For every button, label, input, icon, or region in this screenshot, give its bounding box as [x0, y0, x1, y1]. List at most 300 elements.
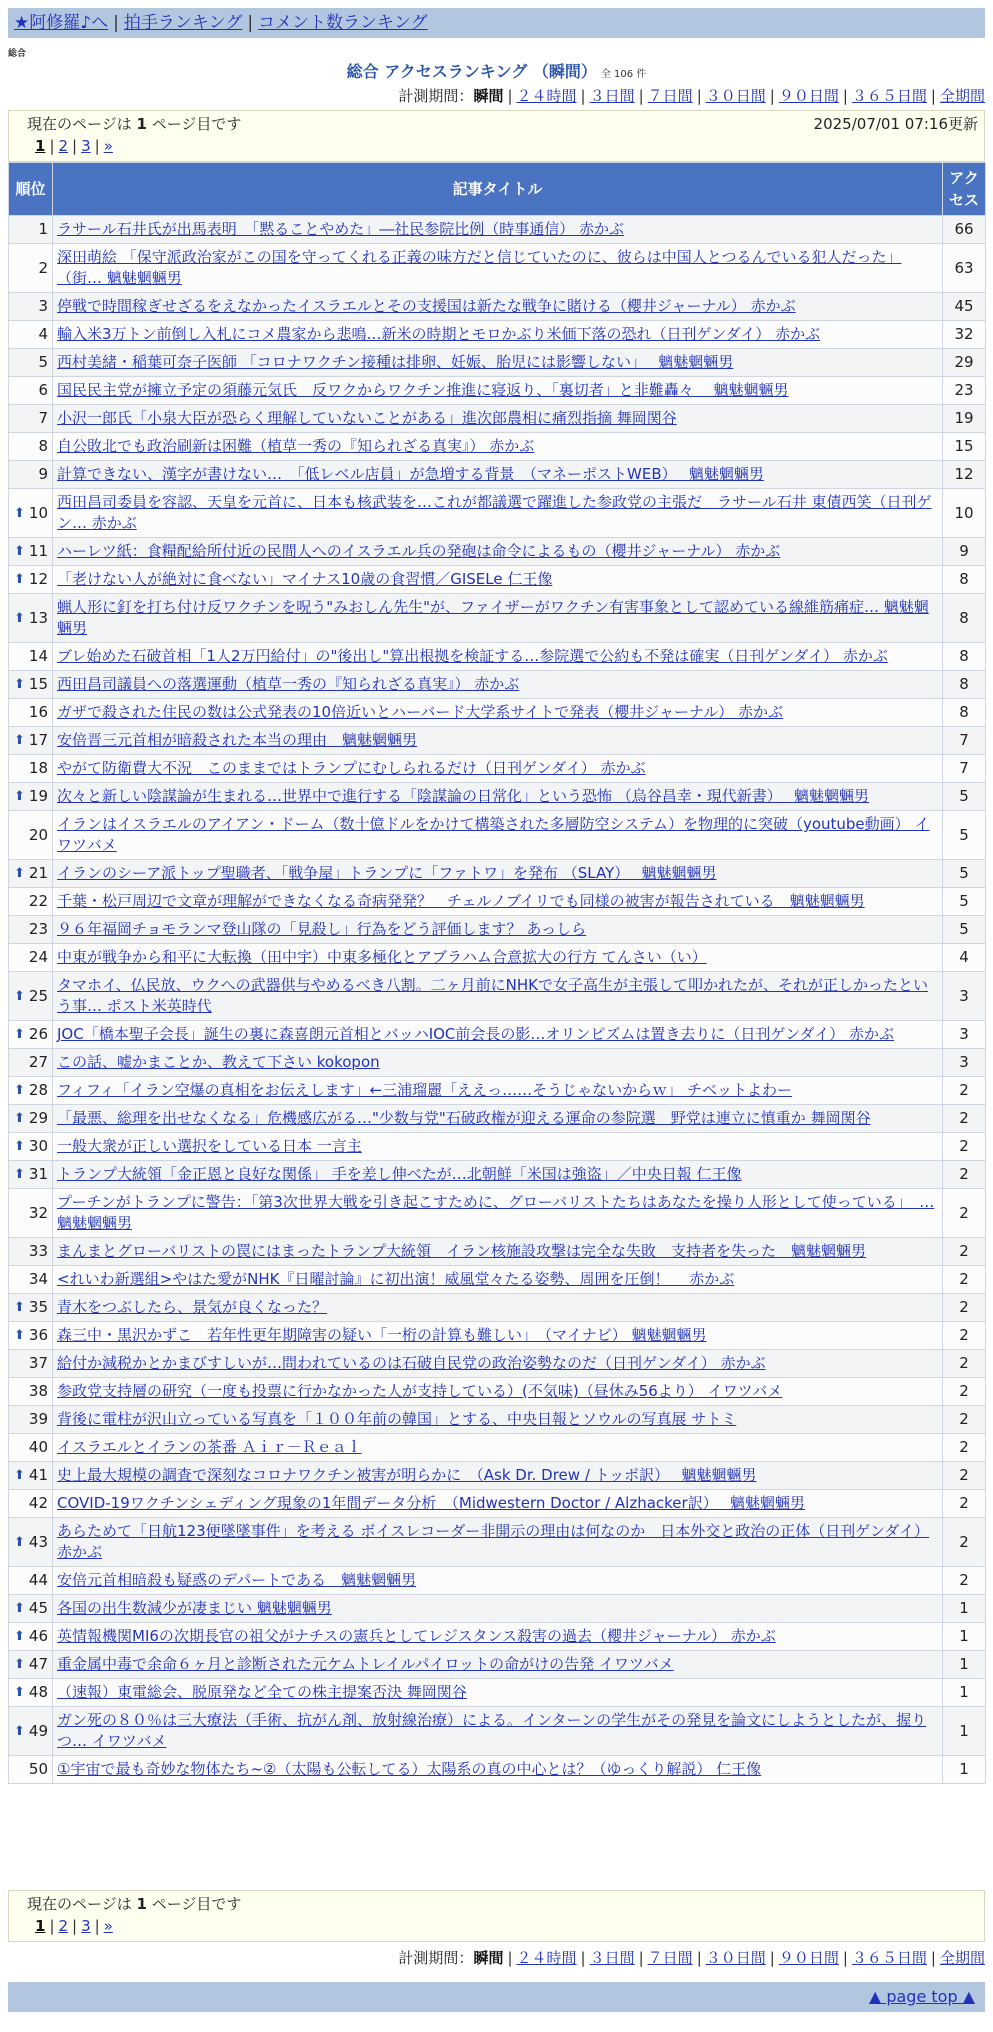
article-link[interactable]: 西田昌司議員への落選運動（植草一秀の『知られざる真実』） 赤かぶ	[57, 675, 520, 693]
rank-cell	[9, 1679, 53, 1707]
rank-number: 5	[38, 353, 48, 371]
page-link[interactable]: 3	[81, 137, 91, 155]
table-row	[9, 671, 986, 699]
current-page-prefix: 現在のページは	[27, 115, 132, 133]
table-row	[9, 1434, 986, 1462]
home-link[interactable]: ★阿修羅♪へ	[14, 13, 109, 33]
rank-number: 8	[38, 437, 48, 455]
rank-cell	[9, 1406, 53, 1434]
access-column-header: アクセス	[943, 163, 986, 216]
category-label: 総合	[8, 49, 27, 59]
access-count: 7	[943, 755, 986, 783]
title-cell	[53, 349, 943, 377]
rank-number: 14	[28, 647, 48, 665]
article-link[interactable]: 深田萌絵 「保守派政治家がこの国を守ってくれる正義の味方だと信じていたのに、彼らは中国人とつるんでいる犯人だった」（街… 魑魅魍魎男	[57, 248, 902, 287]
access-count: 8	[943, 566, 986, 594]
rank-cell	[9, 321, 53, 349]
rank-cell	[9, 293, 53, 321]
title-cell	[53, 783, 943, 811]
title-cell	[53, 1294, 943, 1322]
rank-number: 13	[28, 608, 48, 627]
period-current: 瞬間	[473, 87, 504, 105]
table-row	[9, 1406, 986, 1434]
nav-separator: |	[113, 13, 119, 33]
period-link[interactable]: ３日間	[589, 87, 635, 105]
ranking-title: 総合 アクセスランキング （瞬間）	[346, 62, 597, 81]
rank-number: 41	[28, 1466, 48, 1484]
rank-cell	[9, 972, 53, 1021]
rank-cell	[9, 643, 53, 671]
access-count: 2	[943, 1462, 986, 1490]
period-link[interactable]: ９０日間	[778, 87, 839, 105]
access-count: 5	[943, 783, 986, 811]
access-count: 3	[943, 1049, 986, 1077]
table-row	[9, 244, 986, 293]
access-count: 1	[943, 1707, 986, 1756]
article-link[interactable]: イランのシーア派トップ聖職者、「戦争屋」トランプに「ファトワ」を発布 （SLAY） 魑魅魍魎男	[57, 864, 717, 882]
page-link-current: 1	[35, 1917, 46, 1935]
title-cell	[53, 461, 943, 489]
access-count: 3	[943, 972, 986, 1021]
rank-cell	[9, 461, 53, 489]
rank-cell	[9, 1490, 53, 1518]
title-cell	[53, 321, 943, 349]
access-count: 8	[943, 671, 986, 699]
rank-cell	[9, 1350, 53, 1378]
table-row	[9, 972, 986, 1021]
up-arrow-icon: ⬆	[14, 505, 25, 521]
article-link[interactable]: イランはイスラエルのアイアン・ドーム（数十億ドルをかけて構築された多層防空システム）を物理的に突破（youtube動画） イワツバメ	[57, 815, 930, 854]
article-link[interactable]: プーチンがトランプに警告：「第3次世界大戦を引き起こすために、グローバリストたちはあなたを操り人形として使っている」 … 魑魅魍魎男	[57, 1193, 935, 1232]
rank-cell	[9, 1651, 53, 1679]
title-cell	[53, 1518, 943, 1567]
article-link[interactable]: 西村美緒・稲葉可奈子医師 「コロナワクチン接種は排卵、妊娠、胎児には影響しない」 魑魅魍魎男	[57, 353, 734, 371]
table-row	[9, 1189, 986, 1238]
page-links	[27, 135, 974, 157]
rank-number: 46	[28, 1627, 48, 1645]
rank-number: 3	[38, 297, 48, 315]
access-count: 29	[943, 349, 986, 377]
top-nav	[8, 8, 985, 38]
table-row	[9, 489, 986, 538]
up-arrow-icon: ⬆	[14, 1657, 25, 1672]
title-column-header: 記事タイトル	[53, 163, 943, 216]
rank-number: 35	[28, 1298, 48, 1316]
access-count: 32	[943, 321, 986, 349]
article-link[interactable]: 西田昌司委員を容認、天皇を元首に、日本も核武装を…これが都議選で躍進した参政党の主張だ ラサール石井 東債西笑（日刊ゲン… 赤かぶ	[57, 493, 932, 532]
rank-number: 34	[28, 1270, 48, 1288]
rank-cell	[9, 888, 53, 916]
ranking-table	[8, 162, 986, 1784]
page-separator: |	[72, 1917, 78, 1935]
up-arrow-icon: ⬆	[14, 1167, 25, 1182]
page-link[interactable]: 2	[58, 137, 69, 155]
article-link[interactable]: 自公敗北でも政治刷新は困難（植草一秀の『知られざる真実』） 赤かぶ	[57, 437, 535, 455]
up-arrow-icon: ⬆	[14, 789, 25, 804]
table-row	[9, 699, 986, 727]
period-separator: |	[696, 1949, 702, 1967]
access-count: 2	[943, 1294, 986, 1322]
rank-cell	[9, 671, 53, 699]
article-link[interactable]: 史上最大規模の調査で深刻なコロナワクチン被害が明らかに （Ask Dr. Drew / トッポ訳） 魑魅魍魎男	[57, 1466, 757, 1484]
table-row	[9, 1707, 986, 1756]
table-row	[9, 860, 986, 888]
access-count: 12	[943, 461, 986, 489]
current-page-prefix: 現在のページは	[27, 1895, 132, 1913]
rank-cell	[9, 1518, 53, 1567]
title-cell	[53, 1238, 943, 1266]
table-row	[9, 1077, 986, 1105]
title-cell	[53, 594, 943, 643]
title-cell	[53, 811, 943, 860]
rank-cell	[9, 1049, 53, 1077]
title-cell	[53, 1434, 943, 1462]
access-count: 2	[943, 1077, 986, 1105]
rank-number: 32	[28, 1203, 48, 1222]
rank-cell	[9, 1567, 53, 1595]
period-link[interactable]: ２４時間	[516, 1949, 577, 1967]
title-cell	[53, 1679, 943, 1707]
article-link[interactable]: ガン死の８０％は三大療法（手術、抗がん剤、放射線治療）による。インターンの学生がその発見を論文にしようとしたが、握りつ… イワツバメ	[57, 1711, 927, 1750]
rank-number: 43	[28, 1532, 48, 1551]
article-link[interactable]: 計算できない、漢字が書けない… 「低レベル店員」が急増する背景 （マネーポストWEB） 魑魅魍魎男	[57, 465, 764, 483]
article-link[interactable]: ガザで殺された住民の数は公式発表の10倍近いとハーバード大学系サイトで発表（櫻井ジャーナル） 赤かぶ	[57, 703, 784, 721]
article-link[interactable]: やがて防衛費大不況 このままではトランプにむしられるだけ（日刊ゲンダイ） 赤かぶ	[57, 759, 646, 777]
access-count: 1	[943, 1595, 986, 1623]
access-count: 2	[943, 1266, 986, 1294]
table-row	[9, 944, 986, 972]
period-label: 計測期間：	[398, 1949, 474, 1967]
table-row	[9, 594, 986, 643]
rank-cell	[9, 1294, 53, 1322]
access-count: 2	[943, 1434, 986, 1462]
rank-number: 25	[28, 986, 48, 1005]
article-link[interactable]: ラサール石井氏が出馬表明 「黙ることやめた」―社民参院比例（時事通信） 赤かぶ	[57, 220, 624, 238]
period-link[interactable]: ２４時間	[516, 87, 577, 105]
rank-number: 47	[28, 1655, 48, 1673]
up-arrow-icon: ⬆	[14, 1083, 25, 1098]
rank-cell	[9, 1462, 53, 1490]
access-count: 2	[943, 1490, 986, 1518]
table-row	[9, 1161, 986, 1189]
period-separator: |	[638, 87, 644, 105]
table-row	[9, 461, 986, 489]
rank-column-header: 順位	[9, 163, 53, 216]
up-arrow-icon: ⬆	[14, 733, 25, 748]
article-link[interactable]: COVID-19ワクチンシェディング現象の1年間データ分析 （Midwestern Doctor / Alzhacker訳） 魑魅魍魎男	[57, 1494, 805, 1512]
article-link[interactable]: この話、嘘かまことか、教えて下さい kokopon	[57, 1053, 380, 1071]
article-link[interactable]: 小沢一郎氏「小泉大臣が恐らく理解していないことがある」進次郎農相に痛烈指摘 舞岡関谷	[57, 409, 677, 427]
article-link[interactable]: 重金属中毒で余命６ヶ月と診断された元ケムトレイルパイロットの命がけの告発 イワツバメ	[57, 1655, 674, 1673]
rank-cell	[9, 377, 53, 405]
access-count: 2	[943, 1378, 986, 1406]
rank-cell	[9, 916, 53, 944]
title-cell	[53, 1189, 943, 1238]
access-count: 8	[943, 643, 986, 671]
period-link[interactable]: ３０日間	[705, 1949, 766, 1967]
access-count: 2	[943, 1189, 986, 1238]
page-link[interactable]: 3	[81, 1917, 91, 1935]
page-separator: |	[94, 1917, 100, 1935]
rank-number: 9	[38, 465, 48, 483]
title-cell	[53, 755, 943, 783]
access-count: 45	[943, 293, 986, 321]
title-cell	[53, 1049, 943, 1077]
up-arrow-icon: ⬆	[14, 1534, 25, 1550]
table-row	[9, 1490, 986, 1518]
page-separator: |	[49, 137, 55, 155]
article-link[interactable]: フィフィ「イラン空爆の真相をお伝えします」←三浦瑠麗「ええっ……そうじゃないからｗ」 チベットよわー	[57, 1081, 792, 1099]
rank-number: 23	[28, 920, 48, 938]
rank-number: 20	[28, 825, 48, 844]
rank-cell	[9, 538, 53, 566]
article-link[interactable]: ①宇宙で最も奇妙な物体たち~②（太陽も公転してる）太陽系の真の中心とは？（ゆっくり解説） 仁王像	[57, 1760, 762, 1778]
title-cell	[53, 727, 943, 755]
title-cell	[53, 671, 943, 699]
article-link[interactable]: 背後に電柱が沢山立っている写真を「１００年前の韓国」とする、中央日報とソウルの写真展 サトミ	[57, 1410, 737, 1428]
page-separator: |	[72, 137, 78, 155]
table-row	[9, 1462, 986, 1490]
article-link[interactable]: 停戦で時間稼ぎせざるをえなかったイスラエルとその支援国は新たな戦争に賭ける（櫻井ジャーナル） 赤かぶ	[57, 297, 796, 315]
page-top-link[interactable]: ▲ page top ▲	[868, 1987, 975, 2006]
table-row	[9, 811, 986, 860]
article-link[interactable]: 中東が戦争から和平に大転換（田中宇）中東多極化とアブラハム合意拡大の行方 てんさい（い）	[57, 948, 707, 966]
rank-cell	[9, 727, 53, 755]
page-links	[27, 1915, 974, 1937]
article-link[interactable]: 輸入米3万トン前倒し入札にコメ農家から悲鳴…新米の時期とモロかぶり米価下落の恐れ（日刊ゲンダイ） 赤かぶ	[57, 325, 821, 343]
period-link[interactable]: ７日間	[647, 1949, 693, 1967]
rank-number: 50	[28, 1760, 48, 1778]
article-link[interactable]: 安倍晋三元首相が暗殺された本当の理由 魑魅魍魎男	[57, 731, 418, 749]
access-count: 2	[943, 1567, 986, 1595]
article-link[interactable]: あらためて「日航123便墜墜事件」を考える ボイスレコーダー非開示の理由は何なのか 日本外交と政治の正体（日刊ゲンダイ） 赤かぶ	[57, 1522, 930, 1561]
rank-number: 30	[28, 1137, 48, 1155]
period-separator: |	[507, 87, 513, 105]
applause-ranking-link[interactable]: 拍手ランキング	[123, 13, 243, 33]
title-cell	[53, 244, 943, 293]
up-arrow-icon: ⬆	[14, 1723, 25, 1739]
period-separator: |	[769, 87, 775, 105]
access-count: 23	[943, 377, 986, 405]
article-link[interactable]: 安倍元首相暗殺も疑惑のデパートである 魑魅魍魎男	[57, 1571, 417, 1589]
next-page-link[interactable]: »	[103, 137, 113, 155]
period-link[interactable]: ３０日間	[705, 87, 766, 105]
up-arrow-icon: ⬆	[14, 866, 25, 881]
table-row	[9, 783, 986, 811]
up-arrow-icon: ⬆	[14, 1468, 25, 1483]
rank-number: 27	[28, 1053, 48, 1071]
article-link[interactable]: 「最悪、総理を出せなくなる」危機感広がる…"少数与党"石破政権が迎える運命の参院選 野党は連立に慎重か 舞岡関谷	[57, 1109, 871, 1127]
pager-top	[8, 110, 985, 162]
period-link[interactable]: ３６５日間	[851, 87, 927, 105]
current-page-text	[27, 1893, 974, 1915]
rank-number: 12	[28, 570, 48, 588]
rank-number: 11	[28, 542, 48, 560]
title-cell	[53, 888, 943, 916]
article-link[interactable]: ハーレツ紙：食糧配給所付近の民間人へのイスラエル兵の発砲は命令によるもの（櫻井ジャーナル） 赤かぶ	[57, 542, 781, 560]
article-link[interactable]: 蝋人形に釘を打ち付け反ワクチンを呪う"みおしん先生"が、ファイザーがワクチン有害事象として認めている線維筋痛症… 魑魅魍魎男	[57, 598, 929, 637]
table-row	[9, 1322, 986, 1350]
table-row	[9, 1266, 986, 1294]
article-link[interactable]: <れいわ新選組>やはた愛がNHK『日曜討論』に初出演！威風堂々たる姿勢、周囲を圧倒！ 赤かぶ	[57, 1270, 735, 1288]
period-separator: |	[507, 1949, 513, 1967]
rank-cell	[9, 566, 53, 594]
access-count: 2	[943, 1105, 986, 1133]
current-page-number: 1	[136, 1895, 147, 1913]
table-header-row	[9, 163, 986, 216]
access-count: 9	[943, 538, 986, 566]
up-arrow-icon: ⬆	[14, 1328, 25, 1343]
rank-number: 6	[38, 381, 48, 399]
rank-cell	[9, 860, 53, 888]
article-link[interactable]: イスラエルとイランの茶番 Ａｉｒ－Ｒｅａｌ	[57, 1438, 362, 1456]
bottom-bar	[8, 1982, 985, 2012]
page-link-current: 1	[35, 137, 46, 155]
table-row	[9, 321, 986, 349]
title-cell	[53, 1595, 943, 1623]
article-link[interactable]: 国民民主党が擁立予定の須藤元気氏 反ワクからワクチン推進に寝返り、「裏切者」と非難轟々 魑魅魍魎男	[57, 381, 789, 399]
article-link[interactable]: 次々と新しい陰謀論が生まれる…世界中で進行する「陰謀論の日常化」という恐怖 （烏谷昌幸・現代新書） 魑魅魍魎男	[57, 787, 870, 805]
rank-cell	[9, 699, 53, 727]
rank-cell	[9, 244, 53, 293]
period-separator: |	[769, 1949, 775, 1967]
rank-number: 38	[28, 1382, 48, 1400]
rank-cell	[9, 1322, 53, 1350]
access-count: 8	[943, 594, 986, 643]
title-cell	[53, 377, 943, 405]
period-link[interactable]: ９０日間	[778, 1949, 839, 1967]
access-count: 15	[943, 433, 986, 461]
article-link[interactable]: 英情報機関MI6の次期長官の祖父がナチスの憲兵としてレジスタンス殺害の過去（櫻井ジャーナル） 赤かぶ	[57, 1627, 776, 1645]
period-separator: |	[580, 87, 586, 105]
title-cell	[53, 216, 943, 244]
current-page-suffix: ページ目です	[151, 1895, 242, 1913]
table-row	[9, 1651, 986, 1679]
page-separator: |	[94, 137, 100, 155]
article-link[interactable]: トランプ大統領「金正恩と良好な関係」 手を差し伸べたが…北朝鮮「米国は強盗」／中央日報 仁王像	[57, 1165, 742, 1183]
title-cell	[53, 1161, 943, 1189]
title-cell	[53, 1021, 943, 1049]
up-arrow-icon: ⬆	[14, 572, 25, 587]
current-page-number: 1	[136, 115, 147, 133]
article-link[interactable]: 給付か減税かとかまびすしいが…問われているのは石破自民党の政治姿勢なのだ（日刊ゲンダイ） 赤かぶ	[57, 1354, 766, 1372]
title-cell	[53, 1623, 943, 1651]
article-link[interactable]: 森三中・黒沢かずこ 若年性更年期障害の疑い「一桁の計算も難しい」 （マイナビ） 魑魅魍魎男	[57, 1326, 707, 1344]
updated-timestamp: 2025/07/01 07:16更新	[813, 115, 978, 133]
article-link[interactable]: 参政党支持層の研究（一度も投票に行かなかった人が支持している）(不気味)（昼休み56より） イワツバメ	[57, 1382, 783, 1400]
article-link[interactable]: ９６年福岡チョモランマ登山隊の「見殺し」行為をどう評価します？ あっしら	[57, 920, 587, 938]
rank-number: 7	[38, 409, 48, 427]
table-row	[9, 405, 986, 433]
up-arrow-icon: ⬆	[14, 1139, 25, 1154]
access-count: 63	[943, 244, 986, 293]
article-link[interactable]: 各国の出生数減少が凄まじい 魑魅魍魎男	[57, 1599, 332, 1617]
rank-cell	[9, 216, 53, 244]
access-count: 2	[943, 1322, 986, 1350]
rank-cell	[9, 1189, 53, 1238]
article-link[interactable]: （速報）東電総会、脱原発など全ての株主提案否決 舞岡関谷	[57, 1683, 467, 1701]
title-cell	[53, 916, 943, 944]
next-page-link[interactable]: »	[103, 1917, 113, 1935]
rank-cell	[9, 489, 53, 538]
table-row	[9, 1595, 986, 1623]
access-count: 19	[943, 405, 986, 433]
article-link[interactable]: 青木をつぶしたら、景気が良くなった？	[57, 1298, 328, 1316]
period-selector-bottom	[398, 1948, 985, 1968]
article-link[interactable]: JOC「橋本聖子会長」誕生の裏に森喜朗元首相とバッハIOC前会長の影…オリンピズムは置き去りに（日刊ゲンダイ） 赤かぶ	[57, 1025, 894, 1043]
period-current: 瞬間	[473, 1949, 504, 1967]
rank-number: 22	[28, 892, 48, 910]
table-row	[9, 888, 986, 916]
article-link[interactable]: 「老けない人が絶対に食べない」マイナス10歳の食習慣／GISELe 仁王像	[57, 570, 553, 588]
article-link[interactable]: まんまとグローバリストの罠にはまったトランプ大統領 イラン核施設攻撃は完全な失敗 支持者を失った 魑魅魍魎男	[57, 1242, 866, 1260]
rank-number: 2	[38, 258, 48, 277]
period-link[interactable]: ３日間	[589, 1949, 635, 1967]
access-count: 2	[943, 1350, 986, 1378]
access-count: 7	[943, 727, 986, 755]
rank-cell	[9, 783, 53, 811]
page-link[interactable]: 2	[58, 1917, 69, 1935]
period-separator: |	[638, 1949, 644, 1967]
period-link[interactable]: 全期間	[939, 1949, 985, 1967]
period-link[interactable]: ７日間	[647, 87, 693, 105]
rank-number: 44	[28, 1571, 48, 1589]
article-link[interactable]: タマホイ、仏民放、ウクへの武器供与やめるべき八割。二ヶ月前にNHKで女子高生が主張して叩かれたが、それが正しかったという事… ポスト米英時代	[57, 976, 928, 1015]
period-link[interactable]: ３６５日間	[851, 1949, 927, 1967]
table-row	[9, 1679, 986, 1707]
table-row	[9, 643, 986, 671]
up-arrow-icon: ⬆	[14, 988, 25, 1004]
table-row	[9, 916, 986, 944]
period-separator: |	[842, 87, 848, 105]
table-row	[9, 566, 986, 594]
up-arrow-icon: ⬆	[14, 1111, 25, 1126]
access-count: 5	[943, 888, 986, 916]
title-cell	[53, 972, 943, 1021]
table-row	[9, 1294, 986, 1322]
table-row	[9, 1238, 986, 1266]
table-row	[9, 727, 986, 755]
table-row	[9, 755, 986, 783]
period-link[interactable]: 全期間	[939, 87, 985, 105]
access-count: 2	[943, 1161, 986, 1189]
title-cell	[53, 1266, 943, 1294]
title-cell	[53, 293, 943, 321]
period-label: 計測期間：	[398, 87, 474, 105]
comment-ranking-link[interactable]: コメント数ランキング	[258, 13, 428, 33]
rank-cell	[9, 1623, 53, 1651]
access-count: 5	[943, 916, 986, 944]
period-separator: |	[930, 1949, 936, 1967]
up-arrow-icon: ⬆	[14, 677, 25, 692]
rank-cell	[9, 1266, 53, 1294]
article-link[interactable]: ブレ始めた石破首相「1人2万円給付」の"後出し"算出根拠を検証する…参院選で公約も不発は確実（日刊ゲンダイ） 赤かぶ	[57, 647, 888, 665]
title-cell	[53, 1406, 943, 1434]
article-link[interactable]: 一般大衆が正しい選択をしている日本 一言主	[57, 1137, 362, 1155]
title-cell	[53, 1378, 943, 1406]
table-row	[9, 538, 986, 566]
title-cell	[53, 1707, 943, 1756]
article-link[interactable]: 千葉・松戸周辺で文章が理解ができなくなる奇病発発？ チェルノブイリでも同様の被害が報告されている 魑魅魍魎男	[57, 892, 865, 910]
rank-cell	[9, 1595, 53, 1623]
up-arrow-icon: ⬆	[14, 1027, 25, 1042]
rank-number: 4	[38, 325, 48, 343]
rank-cell	[9, 1133, 53, 1161]
rank-number: 42	[28, 1494, 48, 1512]
rank-cell	[9, 1021, 53, 1049]
table-row	[9, 1378, 986, 1406]
up-arrow-icon: ⬆	[14, 1629, 25, 1644]
